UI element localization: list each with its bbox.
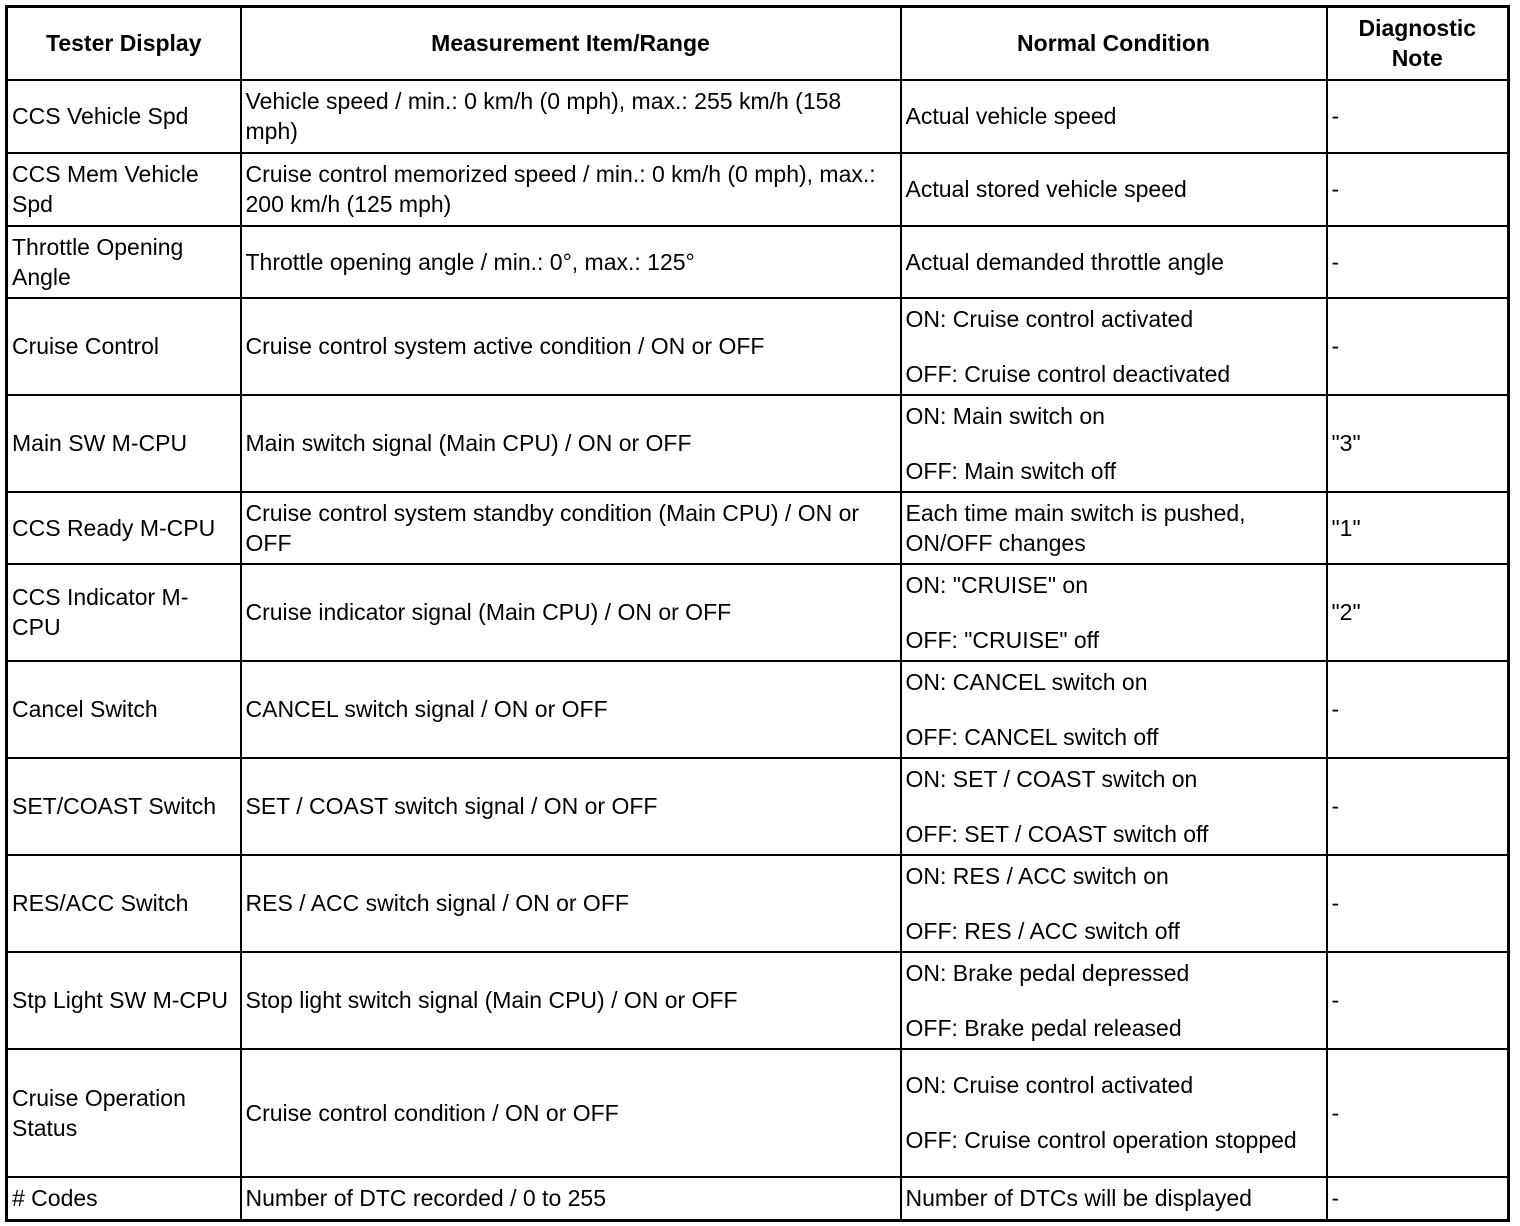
condition-line: OFF: CANCEL switch off — [905, 723, 1159, 750]
cell-normal-condition — [901, 1177, 1327, 1221]
cell-normal-condition — [901, 395, 1327, 492]
cell-measurement: Vehicle speed / min.: 0 km/h (0 mph), max.: 255 km/h (158 mph) — [241, 80, 901, 153]
cell-measurement: Cruise control system active condition / ON or OFF — [241, 298, 901, 395]
condition-spacer — [906, 988, 1322, 1013]
condition-spacer — [906, 697, 1322, 722]
condition-spacer — [906, 891, 1322, 916]
table-row — [7, 952, 1509, 1049]
condition-line: ON: Main switch on — [905, 402, 1105, 429]
cell-normal-condition — [901, 758, 1327, 855]
cell-measurement: CANCEL switch signal / ON or OFF — [241, 661, 901, 758]
condition-spacer — [906, 431, 1322, 456]
condition-line: OFF: Cruise control deactivated — [905, 360, 1231, 387]
cell-normal-condition — [901, 298, 1327, 395]
cell-diagnostic-note: - — [1327, 226, 1509, 298]
cell-measurement: Number of DTC recorded / 0 to 255 — [241, 1177, 901, 1221]
cell-tester-display: RES/ACC Switch — [7, 855, 241, 952]
cell-diagnostic-note: - — [1327, 1049, 1509, 1177]
table-row — [7, 298, 1509, 395]
cell-tester-display: Main SW M-CPU — [7, 395, 241, 492]
cell-diagnostic-note: "2" — [1327, 564, 1509, 661]
cell-tester-display: SET/COAST Switch — [7, 758, 241, 855]
cell-measurement: Throttle opening angle / min.: 0°, max.: 125° — [241, 226, 901, 298]
cell-tester-display: Cruise Control — [7, 298, 241, 395]
cell-measurement: Stop light switch signal (Main CPU) / ON or OFF — [241, 952, 901, 1049]
table-row — [7, 855, 1509, 952]
cell-normal-condition — [901, 564, 1327, 661]
cell-diagnostic-note: - — [1327, 153, 1509, 226]
cell-measurement: Main switch signal (Main CPU) / ON or OFF — [241, 395, 901, 492]
cell-tester-display: CCS Vehicle Spd — [7, 80, 241, 153]
condition-line: ON: Cruise control activated — [905, 1072, 1194, 1098]
table-row — [7, 492, 1509, 564]
condition-line: OFF: Brake pedal released — [905, 1014, 1182, 1041]
cell-measurement: SET / COAST switch signal / ON or OFF — [241, 758, 901, 855]
cell-diagnostic-note: - — [1327, 298, 1509, 395]
cell-diagnostic-note: - — [1327, 661, 1509, 758]
cell-diagnostic-note: "1" — [1327, 492, 1509, 564]
table-row — [7, 758, 1509, 855]
table-row — [7, 395, 1509, 492]
cell-tester-display: Cancel Switch — [7, 661, 241, 758]
condition-line: OFF: Cruise control operation stopped — [905, 1127, 1297, 1153]
condition-line: Each time main switch is pushed, ON/OFF changes — [905, 499, 1246, 556]
condition-line: ON: CANCEL switch on — [905, 668, 1148, 695]
cell-diagnostic-note: - — [1327, 855, 1509, 952]
cell-measurement: Cruise indicator signal (Main CPU) / ON or OFF — [241, 564, 901, 661]
cell-normal-condition — [901, 226, 1327, 298]
header-tester-display: Tester Display — [7, 7, 241, 80]
condition-line: Actual vehicle speed — [905, 103, 1117, 129]
data-list-table — [5, 5, 1510, 1222]
cell-diagnostic-note: - — [1327, 952, 1509, 1049]
cell-diagnostic-note: - — [1327, 1177, 1509, 1221]
table-row — [7, 564, 1509, 661]
cell-measurement: Cruise control system standby condition (Main CPU) / ON or OFF — [241, 492, 901, 564]
condition-line: ON: SET / COAST switch on — [905, 765, 1198, 792]
table-row — [7, 226, 1509, 298]
table-row — [7, 80, 1509, 153]
condition-line: OFF: SET / COAST switch off — [905, 820, 1209, 847]
header-normal-condition: Normal Condition — [901, 7, 1327, 80]
cell-normal-condition — [901, 492, 1327, 564]
condition-line: Actual stored vehicle speed — [905, 176, 1187, 202]
condition-line: OFF: RES / ACC switch off — [905, 917, 1180, 944]
cell-diagnostic-note: "3" — [1327, 395, 1509, 492]
cell-diagnostic-note: - — [1327, 758, 1509, 855]
condition-line: OFF: Main switch off — [905, 457, 1116, 484]
cell-normal-condition — [901, 855, 1327, 952]
cell-normal-condition — [901, 80, 1327, 153]
condition-spacer — [906, 334, 1322, 359]
header-row — [7, 7, 1509, 80]
condition-spacer — [906, 1100, 1322, 1125]
condition-spacer — [906, 600, 1322, 625]
condition-line: ON: "CRUISE" on — [905, 571, 1088, 598]
cell-normal-condition — [901, 661, 1327, 758]
table-row — [7, 153, 1509, 226]
cell-normal-condition — [901, 1049, 1327, 1177]
cell-tester-display: Cruise Operation Status — [7, 1049, 241, 1177]
cell-measurement: RES / ACC switch signal / ON or OFF — [241, 855, 901, 952]
header-measurement: Measurement Item/Range — [241, 7, 901, 80]
table-row — [7, 661, 1509, 758]
cell-tester-display: CCS Indicator M-CPU — [7, 564, 241, 661]
cell-normal-condition — [901, 153, 1327, 226]
cell-tester-display: Throttle Opening Angle — [7, 226, 241, 298]
cell-tester-display: CCS Mem Vehicle Spd — [7, 153, 241, 226]
cell-tester-display: Stp Light SW M-CPU — [7, 952, 241, 1049]
cell-tester-display: CCS Ready M-CPU — [7, 492, 241, 564]
condition-line: Number of DTCs will be displayed — [905, 1185, 1252, 1212]
cell-diagnostic-note: - — [1327, 80, 1509, 153]
condition-line: ON: RES / ACC switch on — [905, 862, 1169, 889]
table-row — [7, 1049, 1509, 1177]
condition-line: Actual demanded throttle angle — [905, 248, 1224, 275]
table-body — [7, 80, 1509, 1221]
condition-line: ON: Brake pedal depressed — [905, 959, 1190, 986]
cell-normal-condition — [901, 952, 1327, 1049]
condition-line: ON: Cruise control activated — [905, 305, 1194, 332]
header-diagnostic-note: Diagnostic Note — [1327, 7, 1509, 80]
cell-tester-display: # Codes — [7, 1177, 241, 1221]
table-row — [7, 1177, 1509, 1221]
condition-spacer — [906, 794, 1322, 819]
cell-measurement: Cruise control condition / ON or OFF — [241, 1049, 901, 1177]
cell-measurement: Cruise control memorized speed / min.: 0 km/h (0 mph), max.: 200 km/h (125 mph) — [241, 153, 901, 226]
condition-line: OFF: "CRUISE" off — [905, 626, 1100, 653]
